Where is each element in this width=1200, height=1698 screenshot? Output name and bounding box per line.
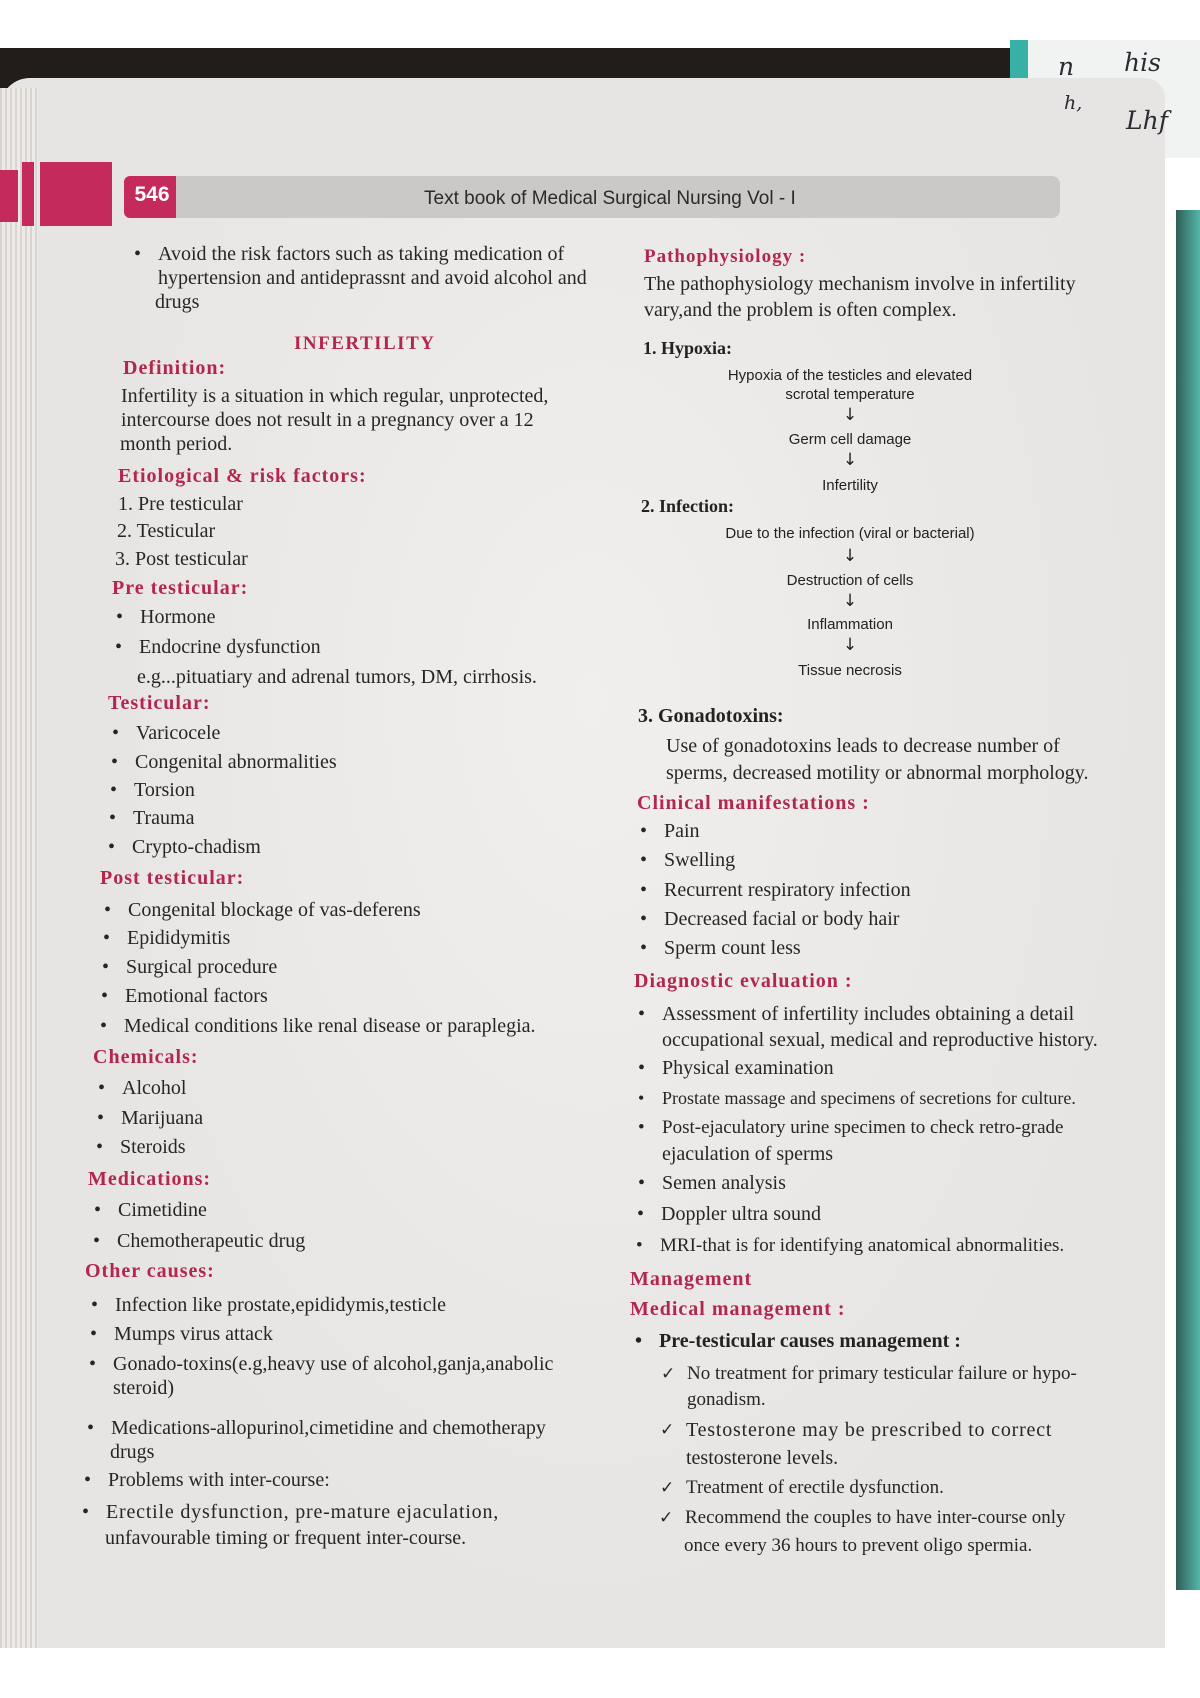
testicular-item: • Crypto-chadism — [132, 835, 261, 859]
diagnostic-item: • MRI-that is for identifying anatomical abnormalities. — [660, 1234, 1064, 1258]
diagnostic-item: • Post-ejaculatory urine specimen to check retro-grade — [662, 1116, 1063, 1140]
etiology-item: 3. Post testicular — [115, 548, 248, 570]
handwriting-4: Lhf — [1126, 106, 1168, 135]
flow-step: Infertility — [822, 477, 878, 494]
medical-management-heading: Medical management : — [630, 1298, 846, 1320]
etiology-heading: Etiological & risk factors: — [118, 465, 367, 487]
management-heading: Management — [630, 1268, 753, 1290]
definition-heading: Definition: — [123, 357, 227, 379]
other-causes-item-cont: unfavourable timing or frequent inter-course. — [105, 1527, 467, 1549]
post-testicular-item: • Emotional factors — [125, 984, 268, 1008]
flow-step: Tissue necrosis — [798, 662, 902, 679]
medications-item: • Cimetidine — [118, 1198, 207, 1222]
management-item: ✓ Recommend the couples to have inter-course only — [685, 1506, 1066, 1530]
pre-testicular-management-heading: • Pre-testicular causes management : — [659, 1330, 961, 1353]
page-ribbon — [0, 170, 18, 222]
post-testicular-item: • Congenital blockage of vas-deferens — [128, 898, 421, 922]
running-header-title: Text book of Medical Surgical Nursing Vol - I — [424, 188, 796, 209]
down-arrow-icon: ↓ — [842, 405, 858, 425]
pathophysiology-line: The pathophysiology mechanism involve in infertility — [644, 273, 1076, 295]
management-item: ✓ Testosterone may be prescribed to correct — [686, 1418, 1052, 1442]
other-causes-item: • Erectile dysfunction, pre-mature ejaculation, — [106, 1500, 499, 1524]
diagnostic-evaluation-heading: Diagnostic evaluation : — [634, 970, 853, 992]
post-testicular-item: • Surgical procedure — [126, 955, 277, 979]
gonadotoxins-line: sperms, decreased motility or abnormal morphology. — [666, 762, 1089, 784]
post-testicular-item: • Epididymitis — [127, 926, 230, 950]
intro-bullet-line: drugs — [155, 291, 200, 313]
chemicals-item: • Steroids — [120, 1135, 186, 1159]
other-causes-item: • Problems with inter-course: — [108, 1468, 330, 1492]
clinical-item: • Pain — [664, 819, 700, 843]
diagnostic-item: • Physical examination — [662, 1056, 834, 1080]
page-stack-edge — [0, 88, 38, 1648]
flow-step: Destruction of cells — [786, 572, 914, 589]
intro-bullet-line: • Avoid the risk factors such as taking medication of — [158, 242, 564, 266]
flow-step: scrotal temperature — [785, 386, 915, 403]
post-testicular-heading: Post testicular: — [100, 867, 245, 889]
pre-testicular-item: • Endocrine dysfunction — [139, 635, 321, 659]
pathophysiology-heading: Pathophysiology : — [644, 246, 807, 267]
etiology-item: 2. Testicular — [117, 520, 216, 542]
pre-testicular-item: • Hormone — [140, 605, 216, 629]
chemicals-item: • Alcohol — [122, 1076, 186, 1100]
intro-bullet-line: hypertension and antideprassnt and avoid alcohol and — [158, 267, 587, 289]
gonadotoxins-line: Use of gonadotoxins leads to decrease number of — [666, 735, 1060, 757]
management-item: ✓ Treatment of erectile dysfunction. — [686, 1476, 944, 1500]
down-arrow-icon: ↓ — [842, 591, 858, 611]
other-causes-item: • Medications-allopurinol,cimetidine and chemotherapy — [111, 1416, 546, 1440]
etiology-item: 1. Pre testicular — [118, 493, 243, 515]
page-number: 546 — [134, 183, 170, 206]
pathophysiology-line: vary,and the problem is often complex. — [644, 299, 957, 321]
testicular-item: • Torsion — [134, 778, 195, 802]
gonadotoxins-heading: 3. Gonadotoxins: — [638, 705, 784, 727]
other-causes-item-cont: drugs — [110, 1441, 155, 1463]
post-testicular-item: • Medical conditions like renal disease or paraplegia. — [124, 1014, 536, 1038]
testicular-item: • Varicocele — [136, 721, 220, 745]
hypoxia-heading: 1. Hypoxia: — [643, 338, 733, 358]
flow-step: Germ cell damage — [788, 431, 912, 448]
clinical-manifestations-heading: Clinical manifestations : — [637, 792, 870, 814]
testicular-item: • Congenital abnormalities — [135, 750, 337, 774]
down-arrow-icon: ↓ — [842, 546, 858, 566]
testicular-item: • Trauma — [133, 806, 194, 830]
other-causes-heading: Other causes: — [85, 1260, 215, 1282]
down-arrow-icon: ↓ — [842, 635, 858, 655]
flow-step: Hypoxia of the testicles and elevated — [727, 367, 973, 384]
chemicals-heading: Chemicals: — [93, 1046, 199, 1068]
medications-item: • Chemotherapeutic drug — [117, 1229, 305, 1253]
other-causes-item: • Gonado-toxins(e.g,heavy use of alcohol,ganja,anabolic — [113, 1352, 553, 1376]
management-item-cont: once every 36 hours to prevent oligo spermia. — [684, 1535, 1033, 1556]
bottom-margin — [0, 1648, 1200, 1698]
other-causes-item-cont: steroid) — [113, 1377, 175, 1399]
teal-cover-edge — [1176, 210, 1200, 1590]
infection-heading: 2. Infection: — [641, 496, 734, 516]
pre-testicular-example: e.g...pituatiary and adrenal tumors, DM, cirrhosis. — [137, 666, 537, 688]
other-causes-item: • Infection like prostate,epididymis,testicle — [115, 1293, 446, 1317]
definition-line: month period. — [120, 433, 233, 455]
section-title: INFERTILITY — [294, 333, 436, 354]
other-causes-item: • Mumps virus attack — [114, 1322, 273, 1346]
clinical-item: • Recurrent respiratory infection — [664, 878, 911, 902]
definition-line: Infertility is a situation in which regular, unprotected, — [121, 385, 549, 407]
definition-line: intercourse does not result in a pregnancy over a 12 — [121, 409, 534, 431]
page-ribbon — [40, 162, 112, 226]
handwriting-3: h, — [1064, 92, 1083, 114]
medications-heading: Medications: — [88, 1168, 212, 1190]
diagnostic-item-cont: occupational sexual, medical and reproductive history. — [662, 1029, 1098, 1051]
clinical-item: • Sperm count less — [664, 936, 801, 960]
testicular-heading: Testicular: — [108, 692, 211, 714]
management-item: ✓ No treatment for primary testicular failure or hypo- — [687, 1362, 1077, 1386]
diagnostic-item: • Semen analysis — [662, 1171, 786, 1195]
clinical-item: • Swelling — [664, 848, 735, 872]
chemicals-item: • Marijuana — [121, 1106, 203, 1130]
pre-testicular-heading: Pre testicular: — [112, 577, 249, 599]
diagnostic-item: • Prostate massage and specimens of secretions for culture. — [662, 1086, 1076, 1110]
clinical-item: • Decreased facial or body hair — [664, 907, 899, 931]
down-arrow-icon: ↓ — [842, 450, 858, 470]
management-item-cont: gonadism. — [687, 1389, 766, 1410]
flow-step: Due to the infection (viral or bacterial) — [725, 525, 975, 542]
flow-step: Inflammation — [807, 616, 893, 633]
page-ribbon — [22, 162, 34, 226]
handwriting-2: his — [1124, 48, 1161, 77]
diagnostic-item-cont: ejaculation of sperms — [662, 1143, 834, 1165]
handwriting-1: n — [1058, 52, 1075, 81]
diagnostic-item: • Doppler ultra sound — [661, 1202, 821, 1226]
diagnostic-item: • Assessment of infertility includes obtaining a detail — [662, 1002, 1074, 1026]
management-item-cont: testosterone levels. — [686, 1447, 839, 1469]
